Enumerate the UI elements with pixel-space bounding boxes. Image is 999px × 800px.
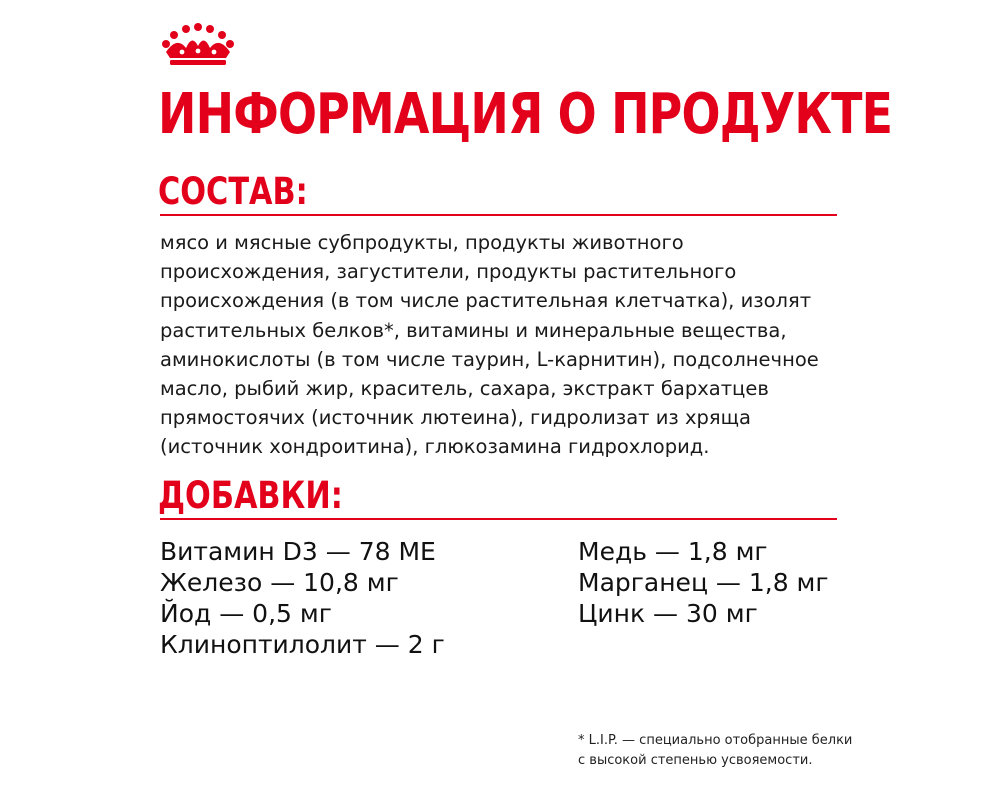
additive-item: Йод — 0,5 мг xyxy=(160,599,332,628)
additive-item: Витамин D3 — 78 МЕ xyxy=(160,537,436,566)
composition-line: растительных белков*, витамины и минеральные вещества, xyxy=(160,318,787,342)
composition-line: масло, рыбий жир, краситель, сахара, экстракт бархатцев xyxy=(160,377,769,401)
additive-item: Железо — 10,8 мг xyxy=(160,568,399,597)
additives-right-list xyxy=(578,536,829,629)
composition-text xyxy=(160,228,880,462)
additive-item: Медь — 1,8 мг xyxy=(578,537,768,566)
footnote xyxy=(578,731,878,771)
composition-divider xyxy=(160,214,837,216)
additives-left-list xyxy=(160,536,445,660)
composition-line: аминокислоты (в том числе таурин, L-карнитин), подсолнечное xyxy=(160,347,819,371)
composition-line: происхождения, загустители, продукты растительного xyxy=(160,260,737,284)
page-title: ИНФОРМАЦИЯ О ПРОДУКТЕ xyxy=(158,82,893,147)
composition-line: прямостоячих (источник лютеина), гидролизат из хряща xyxy=(160,406,751,430)
composition-line: мясо и мясные субпродукты, продукты животного xyxy=(160,231,684,254)
composition-heading: СОСТАВ: xyxy=(158,170,308,213)
additive-item: Цинк — 30 мг xyxy=(578,599,758,628)
additive-item: Клиноптилолит — 2 г xyxy=(160,630,445,659)
composition-line: (источник хондроитина), глюкозамина гидрохлорид. xyxy=(160,435,710,459)
crown-icon xyxy=(161,22,235,68)
footnote-line: * L.I.P. — специально отобранные белки xyxy=(578,733,853,748)
additive-item: Марганец — 1,8 мг xyxy=(578,568,829,597)
composition-line: происхождения (в том числе растительная клетчатка), изолят xyxy=(160,289,812,313)
additives-heading: ДОБАВКИ: xyxy=(158,474,343,517)
additives-divider xyxy=(160,518,837,520)
footnote-line: с высокой степенью усвояемости. xyxy=(578,753,813,768)
